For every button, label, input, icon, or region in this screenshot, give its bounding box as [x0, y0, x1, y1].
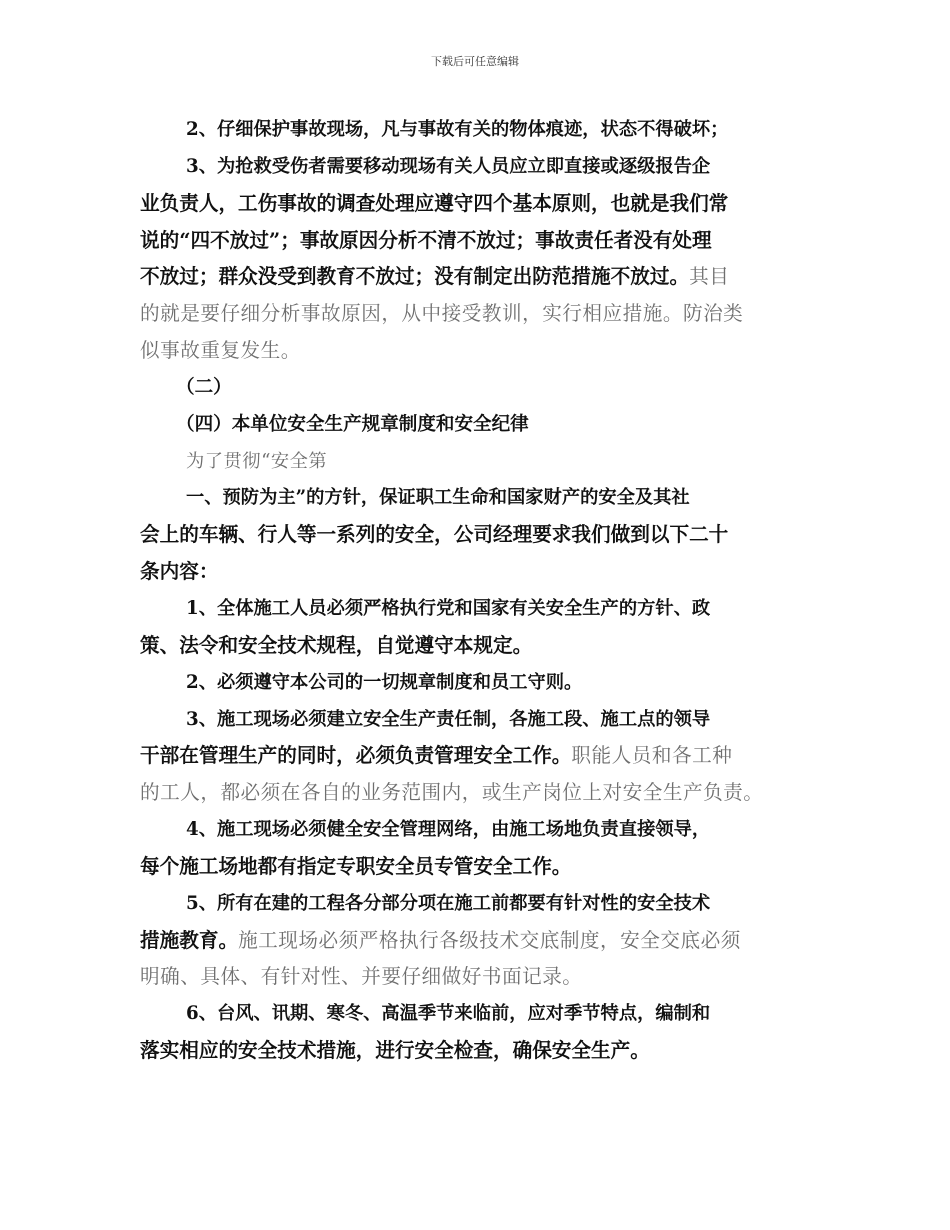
paragraph-line: 业负责人，工伤事故的调查处理应遵守四个基本原则，也就是我们常 — [140, 192, 729, 215]
paragraph-line: 落实相应的安全技术措施，进行安全检查，确保安全生产。 — [140, 1039, 650, 1062]
paragraph-line: 策、法令和安全技术规程，自觉遵守本规定。 — [140, 634, 533, 657]
paragraph-line: 为了贯彻“安全第 — [186, 451, 328, 472]
paragraph-line: 的工人，都必须在各自的业务范围内，或生产岗位上对安全生产负责。 — [140, 781, 764, 804]
paragraph-line: 措施教育。施工现场必须严格执行各级技术交底制度，安全交底必须 — [140, 929, 741, 952]
paragraph-line: 明确、具体、有针对性、并要仔细做好书面记录。 — [140, 965, 583, 988]
paragraph-line: 1、全体施工人员必须严格执行党和国家有关安全生产的方针、政 — [186, 598, 711, 619]
paragraph-line: 5、所有在建的工程各分部分项在施工前都要有针对性的安全技术 — [186, 893, 711, 914]
paragraph-line: 2、仔细保护事故现场，凡与事故有关的物体痕迹，状态不得破坏； — [186, 119, 729, 140]
paragraph-line: 3、施工现场必须建立安全生产责任制，各施工段、施工点的领导 — [186, 709, 711, 730]
paragraph-line: 似事故重复发生。 — [140, 339, 301, 362]
paragraph-line: 3、为抢救受伤者需要移动现场有关人员应立即直接或逐级报告企 — [186, 156, 711, 177]
paragraph-line: 条内容： — [140, 560, 219, 583]
paragraph-line: 每个施工场地都有指定专职安全员专管安全工作。 — [140, 855, 572, 878]
page-header: 下载后可任意编辑 — [431, 55, 519, 68]
paragraph-line: 4、施工现场必须健全安全管理网络，由施工场地负责直接领导， — [186, 819, 711, 840]
paragraph-line: 会上的车辆、行人等一系列的安全，公司经理要求我们做到以下二十 — [140, 523, 729, 546]
paragraph-line: 一、预防为主”的方针，保证职工生命和国家财产的安全及其社 — [186, 487, 690, 508]
paragraph-line: 6、台风、讯期、寒冬、高温季节来临前，应对季节特点，编制和 — [186, 1003, 711, 1024]
paragraph-line: 干部在管理生产的同时，必须负责管理安全工作。职能人员和各工种 — [140, 744, 733, 767]
paragraph-line: 的就是要仔细分析事故原因，从中接受教训，实行相应措施。防治类 — [140, 302, 744, 325]
section-heading: （四）本单位安全生产规章制度和安全纪律 — [176, 414, 529, 435]
section-heading: （二） — [176, 377, 232, 398]
paragraph-line: 说的“四不放过”；事故原因分析不清不放过；事故责任者没有处理 — [140, 229, 712, 252]
paragraph-line: 2、必须遵守本公司的一切规章制度和员工守则。 — [186, 672, 583, 693]
paragraph-line: 不放过；群众没受到教育不放过；没有制定出防范措施不放过。其目 — [140, 265, 730, 288]
